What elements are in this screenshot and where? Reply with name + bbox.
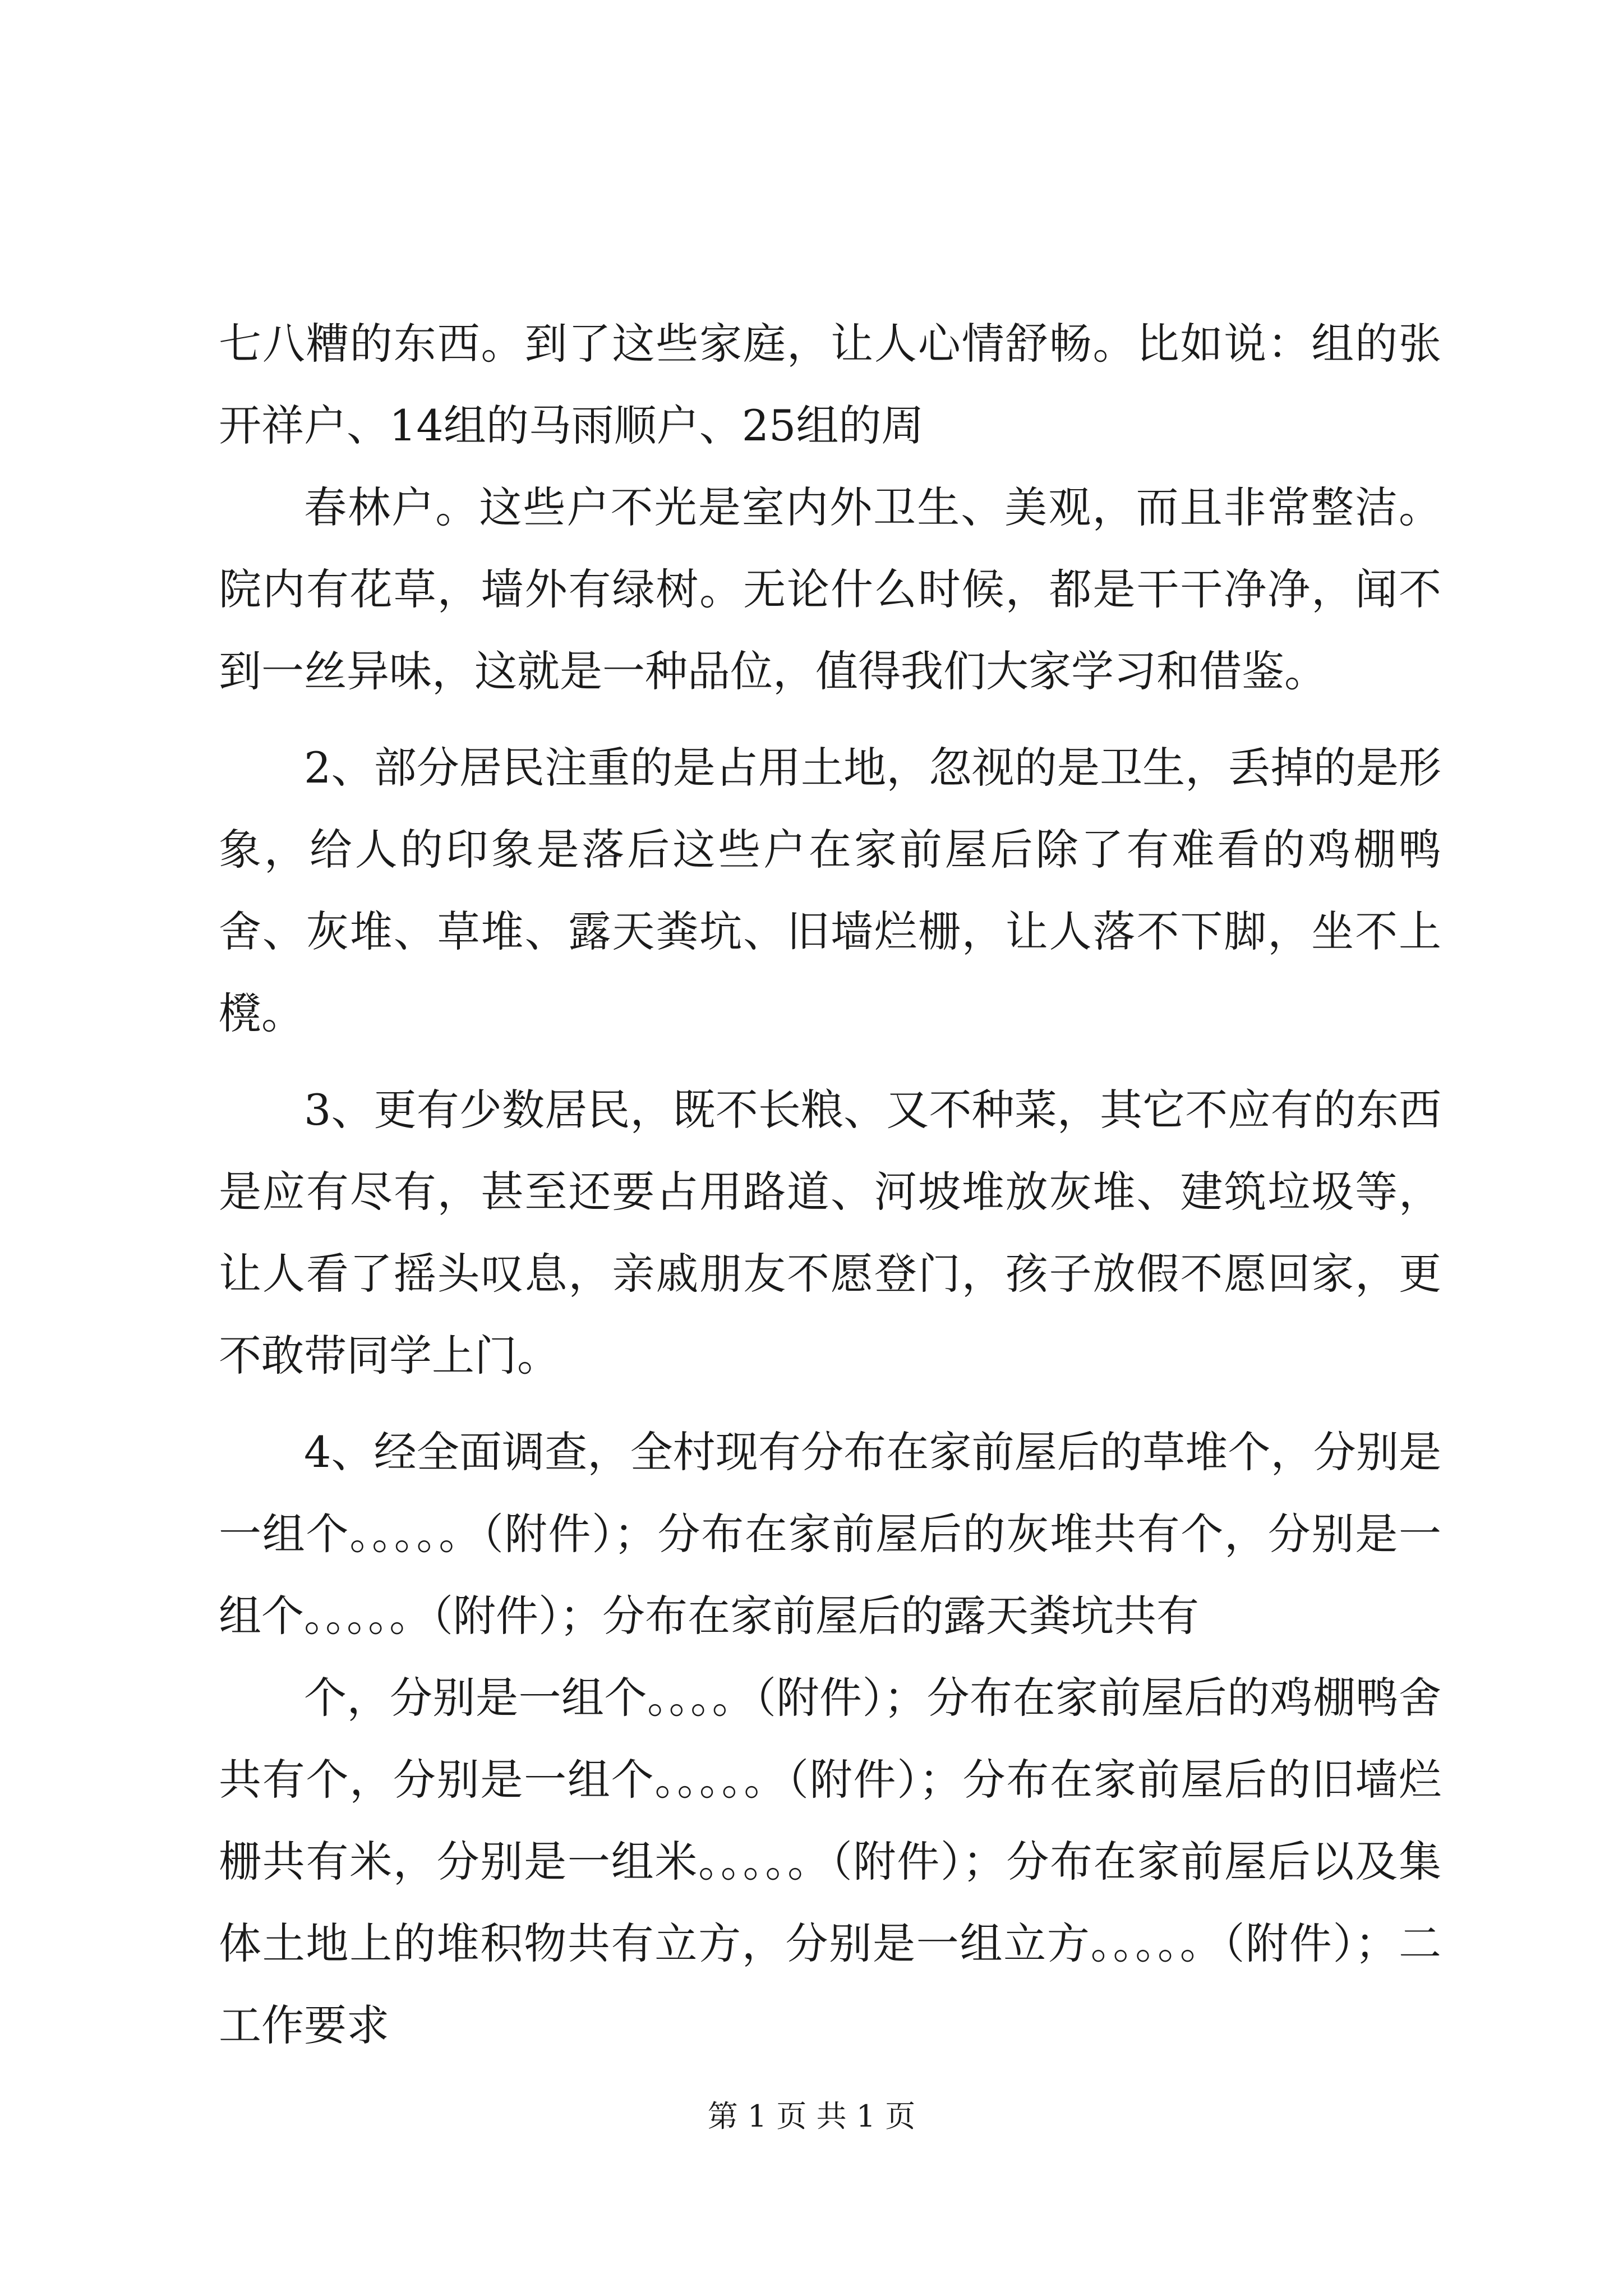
- page-footer: 第 1 页 共 1 页: [707, 2099, 916, 2134]
- paragraph-2: 春林户。这些户不光是室内外卫生、美观，而且非常整洁。院内有花草，墙外有绿树。无论什么时候，都是干干净净，闻不到一丝异味，这就是一种品位，值得我们大家学习和借鉴。: [219, 482, 1441, 696]
- paragraph-6: 个，分别是一组个。。。。（附件）；分布在家前屋后的鸡棚鸭舍共有个，分别是一组个。。。。。（附件）；分布在家前屋后的旧墙烂栅共有米，分别是一组米。。。。。（附件）；分布在家前屋后以及集体土地上的堆积物共有立方，分别是一组立方。。。。。（附件）；二工作要求: [219, 1673, 1441, 2050]
- document-body: [219, 303, 1441, 2067]
- paragraph-1: 七八糟的东西。到了这些家庭，让人心情舒畅。比如说：组的张开祥户、14组的马雨顺户、25组的周: [219, 319, 1441, 450]
- paragraph-4: 3、更有少数居民，既不长粮、又不种菜，其它不应有的东西是应有尽有，甚至还要占用路道、河坡堆放灰堆、建筑垃圾等，让人看了摇头叹息，亲戚朋友不愿登门，孩子放假不愿回家，更不敢带同学上门。: [219, 1085, 1441, 1381]
- paragraph-5: 4、经全面调查，全村现有分布在家前屋后的草堆个，分别是一组个。。。。。（附件）；分布在家前屋后的灰堆共有个，分别是一组个。。。。。（附件）；分布在家前屋后的露天粪坑共有: [219, 1427, 1441, 1641]
- paragraph-3: 2、部分居民注重的是占用土地，忽视的是卫生，丢掉的是形象，给人的印象是落后这些户在家前屋后除了有难看的鸡棚鸭舍、灰堆、草堆、露天粪坑、旧墙烂栅，让人落不下脚，坐不上櫈。: [219, 743, 1441, 1038]
